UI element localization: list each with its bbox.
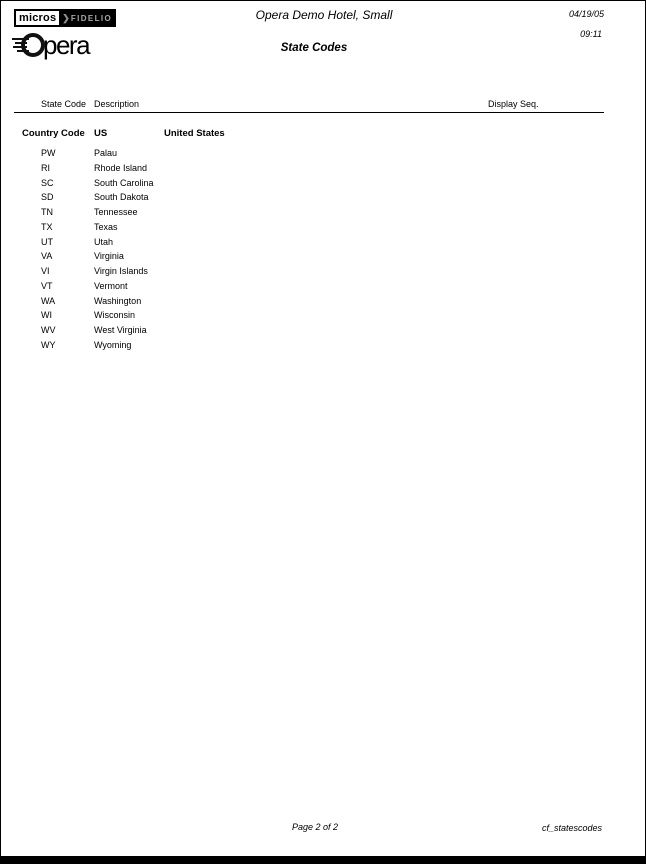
state-code-list: [1, 148, 646, 355]
state-description-cell: Virginia: [94, 251, 124, 262]
table-row: [1, 266, 646, 281]
state-description-cell: South Carolina: [94, 177, 154, 188]
state-description-cell: Texas: [94, 221, 118, 232]
table-row: [1, 340, 646, 355]
state-code-cell: UT: [41, 236, 53, 247]
state-description-cell: Washington: [94, 295, 142, 306]
state-code-cell: TX: [41, 221, 53, 232]
state-code-cell: WA: [41, 295, 56, 306]
state-description-cell: Utah: [94, 236, 114, 247]
report-time: 09:11: [580, 29, 602, 39]
table-row: [1, 310, 646, 325]
table-row: [1, 163, 646, 178]
micros-logo-text: micros: [14, 9, 61, 27]
state-code-cell: WY: [41, 339, 56, 350]
header-divider: [14, 112, 604, 113]
state-description-cell: Tennessee: [94, 207, 138, 217]
column-header-display-seq: Display Seq.: [488, 99, 539, 109]
column-header-state-code: State Code: [41, 99, 87, 109]
state-description-cell: Wyoming: [94, 339, 132, 350]
table-row: [1, 178, 646, 193]
hotel-title: Opera Demo Hotel, Small: [255, 8, 393, 22]
table-row: [1, 281, 646, 296]
state-code-cell: WI: [41, 310, 52, 321]
table-row: [1, 148, 646, 163]
fidelio-logo-text: FIDELIO: [70, 13, 113, 23]
table-row: [1, 251, 646, 266]
state-description-cell: Vermont: [94, 280, 128, 291]
bottom-bar: [1, 856, 646, 863]
table-row: [1, 237, 646, 252]
state-code-cell: PW: [41, 148, 56, 158]
table-row: [1, 192, 646, 207]
state-code-cell: RI: [41, 162, 50, 173]
page-title: State Codes: [280, 42, 348, 54]
chevron-right-icon: ❯: [62, 12, 70, 23]
state-code-cell: VA: [41, 251, 53, 262]
state-code-cell: VI: [41, 266, 50, 276]
state-description-cell: Wisconsin: [94, 310, 136, 321]
report-date: 04/19/05: [568, 9, 604, 19]
state-code-cell: WV: [41, 325, 56, 335]
page-number: Page 2 of 2: [291, 822, 339, 832]
country-code-value: US: [94, 128, 108, 139]
state-code-cell: SC: [41, 177, 54, 188]
table-row: [1, 222, 646, 237]
state-description-cell: West Virginia: [94, 325, 147, 335]
state-code-cell: TN: [41, 207, 53, 217]
table-row: [1, 296, 646, 311]
state-description-cell: Rhode Island: [94, 162, 148, 173]
state-code-cell: VT: [41, 280, 53, 291]
state-description-cell: Virgin Islands: [94, 266, 148, 276]
state-code-cell: SD: [41, 192, 54, 203]
table-row: [1, 207, 646, 222]
country-name-value: United States: [164, 128, 225, 139]
state-description-cell: South Dakota: [94, 192, 149, 203]
report-file-name: cf_statescodes: [541, 823, 602, 833]
opera-logo-text: pera: [43, 30, 90, 60]
table-row: [1, 325, 646, 340]
column-header-description: Description: [94, 99, 140, 109]
country-code-label: Country Code: [22, 128, 85, 139]
country-group-row: [1, 128, 646, 142]
state-description-cell: Palau: [94, 148, 118, 158]
